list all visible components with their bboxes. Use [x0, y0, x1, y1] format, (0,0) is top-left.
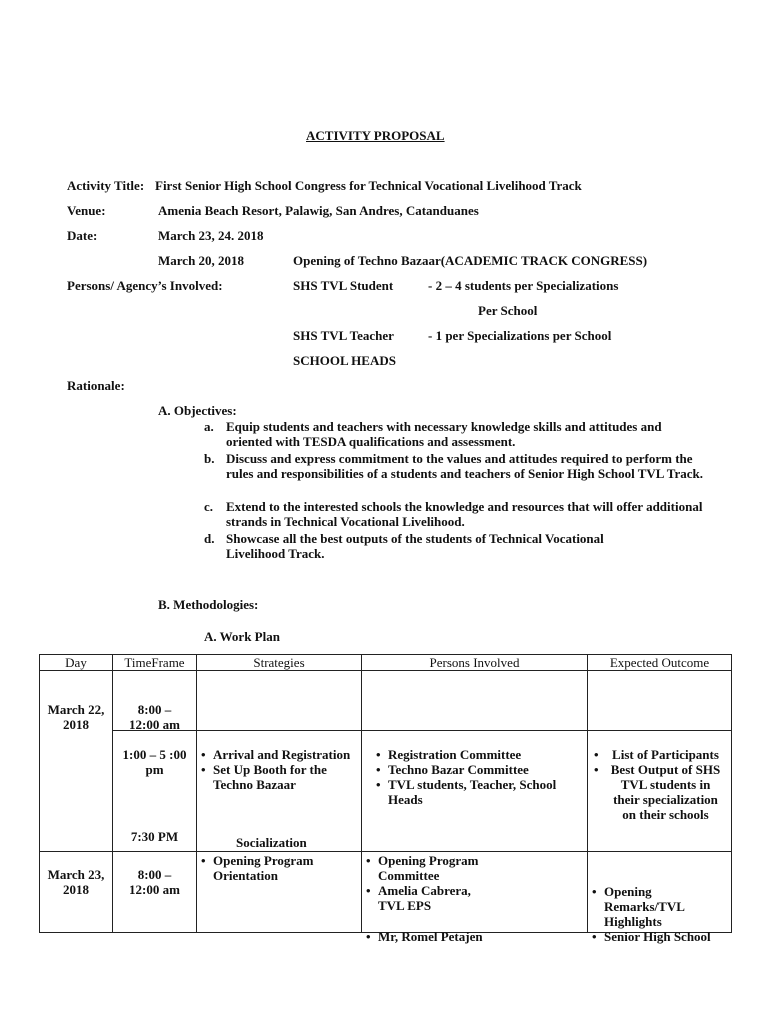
venue-label: Venue: [67, 203, 106, 218]
strategies-cell [197, 671, 362, 731]
date2-value: March 20, 2018 [158, 253, 245, 268]
time-value: 7:30 PM [130, 829, 179, 844]
list-item: • Registration Committee [376, 747, 583, 762]
day-cell [40, 852, 113, 933]
time-cell [113, 852, 197, 933]
venue-value: Amenia Beach Resort, Palawig, San Andres, Catanduanes [158, 203, 479, 218]
header-persons-involved: Persons Involved [362, 655, 588, 671]
list-item: • Techno Bazar Committee [376, 762, 583, 777]
day-cell [40, 671, 113, 852]
strategies-list [201, 747, 357, 792]
header-expected-outcome: Expected Outcome [588, 655, 732, 671]
rationale-label: Rationale: [67, 378, 125, 393]
outcome-cell [588, 852, 732, 944]
outcome-list [594, 747, 725, 822]
list-item: • Best Output of SHS TVL students in their specialization on their schools [594, 762, 725, 822]
day-value: March 22, 2018 [47, 702, 105, 732]
persons-cell [362, 731, 588, 852]
activity-title-label: Activity Title: [67, 178, 145, 193]
objective-item: Showcase all the best outputs of the students of Technical Vocational Livelihood Track. [226, 531, 604, 561]
school-heads-label: SCHOOL HEADS [293, 353, 396, 368]
day-value: March 23, 2018 [47, 867, 105, 897]
objective-item: Extend to the interested schools the knowledge and resources that will offer additional strands in Technical Vocational Livelihood. [226, 499, 703, 529]
list-item: • TVL students, Teacher, School Heads [376, 777, 583, 807]
student-detail: - 2 – 4 students per Specializations [428, 278, 619, 293]
persons-cell [362, 671, 588, 731]
time-value: 8:00 – 12:00 am [129, 867, 180, 897]
objective-marker: d. [204, 531, 215, 546]
list-item: • Set Up Booth for the Techno Bazaar [201, 762, 357, 792]
objective-marker: b. [204, 451, 215, 466]
outcome-cell [588, 731, 732, 852]
methodologies-heading: B. Methodologies: [158, 597, 259, 612]
persons-cell [362, 852, 588, 944]
objective-marker: c. [204, 499, 214, 514]
persons-label: Persons/ Agency’s Involved: [67, 278, 223, 293]
list-item: • Mr, Romel Petajen [366, 929, 497, 944]
list-item: • List of Participants [594, 747, 725, 762]
list-item: • Amelia Cabrera, TVL EPS [366, 883, 497, 913]
socialization-label: Socialization [236, 835, 307, 850]
time-cell [113, 731, 197, 852]
strategies-cell [197, 731, 362, 852]
work-plan-heading: A. Work Plan [204, 629, 280, 644]
header-day: Day [40, 655, 113, 671]
objective-item: Equip students and teachers with necessary knowledge skills and attitudes and oriented with TESDA qualifications and assessment. [226, 419, 662, 449]
page-title: ACTIVITY PROPOSAL [306, 128, 445, 143]
outcome-cell [588, 671, 732, 731]
table-header-row [40, 655, 732, 671]
header-strategies: Strategies [197, 655, 362, 671]
date2-event: Opening of Techno Bazaar(ACADEMIC TRACK CONGRESS) [293, 253, 648, 268]
date-label: Date: [67, 228, 98, 243]
objective-marker: a. [204, 419, 214, 434]
table-row [40, 671, 732, 731]
strategies-cell [197, 852, 362, 933]
date-value: March 23, 24. 2018 [158, 228, 264, 243]
objectives-heading: A. Objectives: [158, 403, 237, 418]
persons-list [366, 853, 497, 944]
teacher-detail: - 1 per Specializations per School [428, 328, 612, 343]
header-timeframe: TimeFrame [113, 655, 197, 671]
list-item: • Opening Program Orientation [201, 853, 341, 883]
teacher-label: SHS TVL Teacher [293, 328, 394, 343]
list-item: • Opening Remarks/TVL Highlights [592, 884, 727, 929]
objective-item: Discuss and express commitment to the values and attitudes required to perform the rules and responsibilities of a students and teachers of Senior High School TVL Track. [226, 451, 703, 481]
activity-title-value: First Senior High School Congress for Technical Vocational Livelihood Track [155, 178, 582, 193]
list-item: • Senior High School [592, 929, 727, 944]
table-row [40, 852, 732, 933]
list-item: • Opening Program Committee [366, 853, 497, 883]
time-cell [113, 671, 197, 731]
strategies-list [201, 853, 341, 883]
time-value: 8:00 – 12:00 am [129, 702, 180, 732]
list-item: • Arrival and Registration [201, 747, 357, 762]
outcome-list [592, 884, 727, 944]
student-detail-2: Per School [478, 303, 538, 318]
time-value: 1:00 – 5 :00 pm [122, 747, 187, 777]
work-plan-table [39, 654, 732, 944]
persons-list [376, 747, 583, 807]
student-label: SHS TVL Student [293, 278, 394, 293]
table-row [40, 731, 732, 852]
